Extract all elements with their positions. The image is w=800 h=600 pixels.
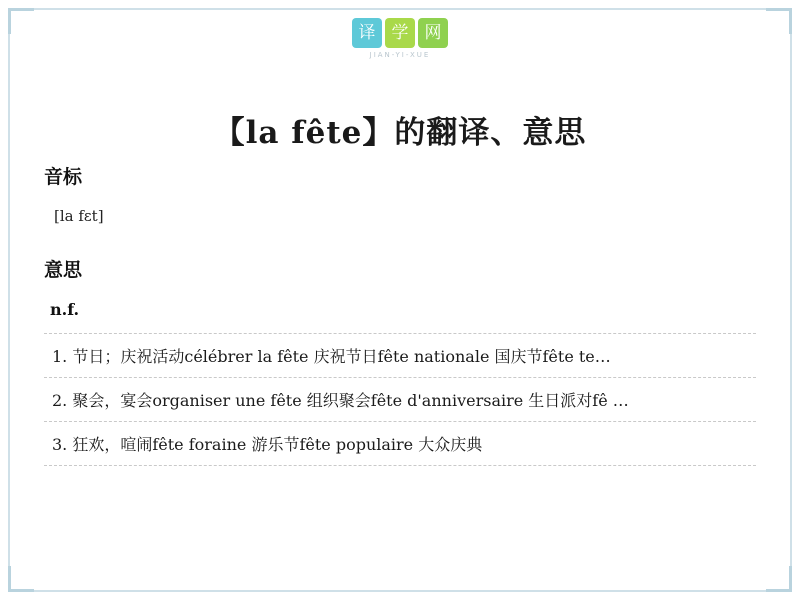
- list-item: 1. 节日；庆祝活动célébrer la fête 庆祝节日fête nationale 国庆节fête te…: [44, 333, 756, 378]
- title-suffix: 的翻译、意思: [394, 114, 587, 151]
- list-item: 2. 聚会，宴会organiser une fête 组织聚会fête d'anniversaire 生日派对fê …: [44, 378, 756, 422]
- entry-content: [44, 162, 756, 466]
- logo-tile-2-icon: 学: [385, 18, 415, 48]
- title-bracket-open: 【: [213, 114, 246, 151]
- logo-tile-3-icon: 网: [418, 18, 448, 48]
- logo-tiles: [352, 18, 448, 48]
- title-bracket-close: 】: [362, 114, 395, 151]
- logo-subtitle: JIAN-YI-XUE: [369, 51, 431, 59]
- logo-tile-1-icon: 译: [352, 18, 382, 48]
- part-of-speech: n.f.: [50, 300, 80, 319]
- page-title: [0, 107, 800, 152]
- sense-list: [44, 333, 756, 466]
- phonetic-value: [la fɛt]: [54, 207, 104, 225]
- meaning-heading: 意思: [44, 259, 83, 281]
- site-logo: [0, 18, 800, 59]
- title-headword: la fête: [245, 114, 363, 151]
- list-item: 3. 狂欢，喧闹fête foraine 游乐节fête populaire 大众庆典: [44, 422, 756, 466]
- corner-ornament-bottom-right: [766, 566, 792, 592]
- corner-ornament-bottom-left: [8, 566, 34, 592]
- phonetic-heading: 音标: [44, 166, 83, 188]
